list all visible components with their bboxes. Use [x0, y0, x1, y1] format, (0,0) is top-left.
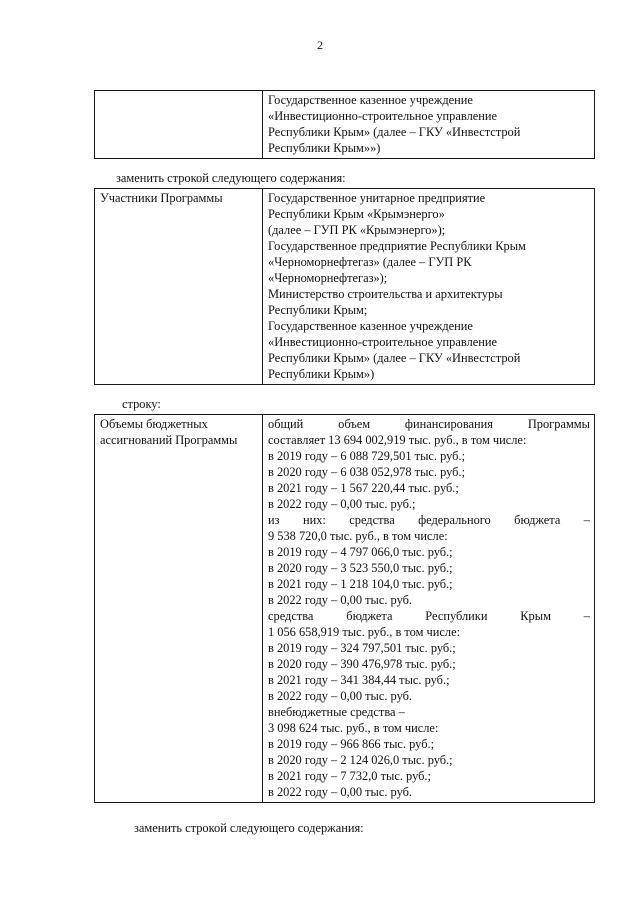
- text-line: в 2021 году – 1 218 104,0 тыс. руб.;: [268, 577, 453, 591]
- text-line: Республики Крым» (далее – ГКУ «Инвестстрой: [268, 125, 521, 139]
- text-line: в 2022 году – 0,00 тыс. руб.: [268, 593, 413, 607]
- text-line: 3 098 624 тыс. руб., в том числе:: [268, 721, 439, 735]
- text-line: в 2020 году – 6 038 052,978 тыс. руб.;: [268, 465, 466, 479]
- word: из: [268, 513, 280, 527]
- table-row: [95, 189, 595, 385]
- text-line: в 2022 году – 0,00 тыс. руб.: [268, 689, 413, 703]
- page-number: 2: [317, 38, 323, 52]
- text-line: Республики Крым;: [268, 303, 368, 317]
- table-row: [95, 91, 595, 159]
- word: средства: [349, 513, 395, 527]
- text-line: Государственное предприятие Республики Крым: [268, 239, 526, 253]
- word: финансирования: [404, 417, 494, 431]
- word: бюджета: [346, 609, 393, 623]
- text-line: в 2019 году – 324 797,501 тыс. руб.;: [268, 641, 456, 655]
- justified-line: [268, 608, 590, 624]
- text-line: Республики Крым» (далее – ГКУ «Инвестстрой: [268, 351, 521, 365]
- text-line: Государственное унитарное предприятие: [268, 191, 486, 205]
- word: Программы: [527, 417, 590, 431]
- word: бюджета: [514, 513, 561, 527]
- row-instruction: строку:: [122, 397, 161, 411]
- text-line: в 2020 году – 3 523 550,0 тыс. руб.;: [268, 561, 453, 575]
- word: –: [583, 609, 590, 623]
- word: –: [583, 513, 590, 527]
- replace-instruction: заменить строкой следующего содержания:: [134, 821, 364, 835]
- table-cell-value: [263, 415, 595, 803]
- text-line: «Черноморнефтегаз»);: [268, 271, 388, 285]
- text-line: в 2019 году – 4 797 066,0 тыс. руб.;: [268, 545, 453, 559]
- table-cell-label: [95, 91, 263, 159]
- text-line: в 2021 году – 7 732,0 тыс. руб.;: [268, 769, 431, 783]
- text-line: составляет 13 694 002,919 тыс. руб., в том числе:: [268, 433, 527, 447]
- text-line: Министерство строительства и архитектуры: [268, 287, 503, 301]
- text-line: в 2019 году – 6 088 729,501 тыс. руб.;: [268, 449, 466, 463]
- word: них:: [302, 513, 326, 527]
- replace-instruction: заменить строкой следующего содержания:: [116, 171, 346, 185]
- table-program-participants: [94, 188, 595, 385]
- table-budget-allocations: [94, 414, 595, 803]
- text-line: Объемы бюджетных: [100, 417, 208, 431]
- text-line: в 2019 году – 966 866 тыс. руб.;: [268, 737, 435, 751]
- text-line: в 2022 году – 0,00 тыс. руб.: [268, 785, 413, 799]
- word: федерального: [418, 513, 491, 527]
- text-line: в 2021 году – 1 567 220,44 тыс. руб.;: [268, 481, 459, 495]
- table-cell-value: [263, 189, 595, 385]
- text-line: «Инвестиционно-строительное управление: [268, 109, 498, 123]
- justified-line: [268, 416, 590, 432]
- justified-line: [268, 512, 590, 528]
- table-cell-label: Участники Программы: [95, 189, 263, 385]
- text-line: 1 056 658,919 тыс. руб., в том числе:: [268, 625, 461, 639]
- text-line: в 2022 году – 0,00 тыс. руб.;: [268, 497, 416, 511]
- text-line: в 2020 году – 2 124 026,0 тыс. руб.;: [268, 753, 453, 767]
- word: средства: [268, 609, 314, 623]
- text-line: Республики Крым»): [268, 367, 375, 381]
- text-line: в 2020 году – 390 476,978 тыс. руб.;: [268, 657, 456, 671]
- table-previous-row: [94, 90, 595, 159]
- text-line: ассигнований Программы: [100, 433, 238, 447]
- text-line: 9 538 720,0 тыс. руб., в том числе:: [268, 529, 448, 543]
- table-cell-value: [263, 91, 595, 159]
- table-row: [95, 415, 595, 803]
- word: Крым: [520, 609, 551, 623]
- text-line: «Инвестиционно-строительное управление: [268, 335, 498, 349]
- text-line: Республики Крым «Крымэнерго»: [268, 207, 445, 221]
- text-line: Республики Крым»»): [268, 141, 381, 155]
- text-line: Государственное казенное учреждение: [268, 319, 473, 333]
- word: объем: [338, 417, 371, 431]
- text-line: внебюджетные средства –: [268, 705, 405, 719]
- text-line: «Черноморнефтегаз» (далее – ГУП РК: [268, 255, 472, 269]
- word: Республики: [425, 609, 488, 623]
- text-line: в 2021 году – 341 384,44 тыс. руб.;: [268, 673, 450, 687]
- table-cell-label: [95, 415, 263, 803]
- text-line: (далее – ГУП РК «Крымэнерго»);: [268, 223, 446, 237]
- text-line: Государственное казенное учреждение: [268, 93, 473, 107]
- word: общий: [268, 417, 304, 431]
